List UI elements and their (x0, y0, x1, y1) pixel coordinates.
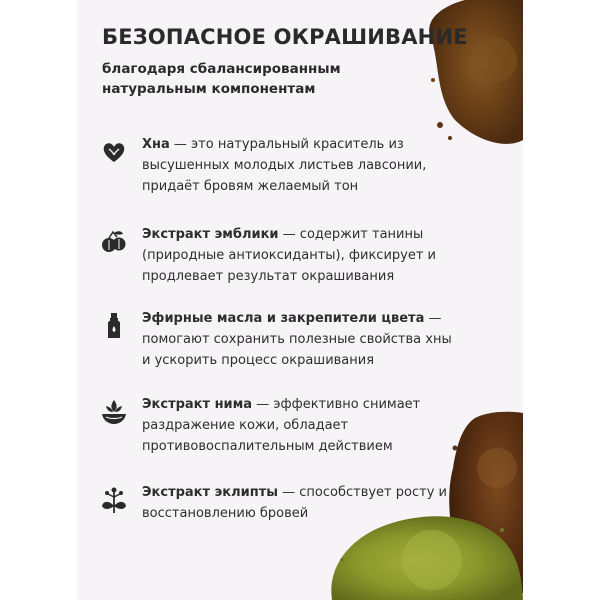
ingredient-name: Хна (142, 137, 170, 152)
ingredient-neem (100, 398, 460, 468)
ingredient-name: Экстракт эклипты (142, 485, 278, 500)
ingredient-essential-oils (100, 312, 460, 382)
ingredient-text (142, 134, 462, 197)
ingredient-text (142, 482, 462, 524)
ingredient-text (142, 224, 462, 287)
ingredient-emblica (100, 228, 460, 298)
ingredient-description: — эффективно снимает раздражение кожи, обладает противовоспалительным действием (142, 397, 421, 454)
ingredient-description: — помогают сохранить полезные свойства хны и ускорить процесс окрашивания (142, 311, 452, 368)
eclipta-plant-icon (100, 486, 128, 514)
ingredient-name: Эфирные масла и закрепители цвета (142, 311, 425, 326)
neem-leaf-bowl-icon (100, 398, 128, 426)
ingredient-henna (100, 138, 460, 208)
ingredient-eclipta (100, 486, 460, 556)
oil-bottle-icon (100, 312, 128, 340)
page-title: БЕЗОПАСНОЕ ОКРАШИВАНИЕ (102, 25, 468, 49)
ingredient-name: Экстракт эмблики (142, 227, 279, 242)
ingredient-description: — способствует росту и восстановлению бровей (142, 485, 447, 521)
ingredient-text (142, 394, 462, 457)
ingredient-description: — это натуральный краситель из высушенных молодых листьев лавсонии, придаёт бровям желаемый тон (142, 137, 427, 194)
emblica-fruit-icon (100, 228, 128, 256)
leaves-heart-icon (100, 138, 128, 166)
ingredient-description: — содержит танины (природные антиоксиданты), фиксирует и продлевает результат окрашивания (142, 227, 436, 284)
ingredient-text (142, 308, 462, 371)
ingredient-name: Экстракт нима (142, 397, 253, 412)
subtitle: благодаря сбалансированным натуральным компонентам (102, 61, 341, 97)
